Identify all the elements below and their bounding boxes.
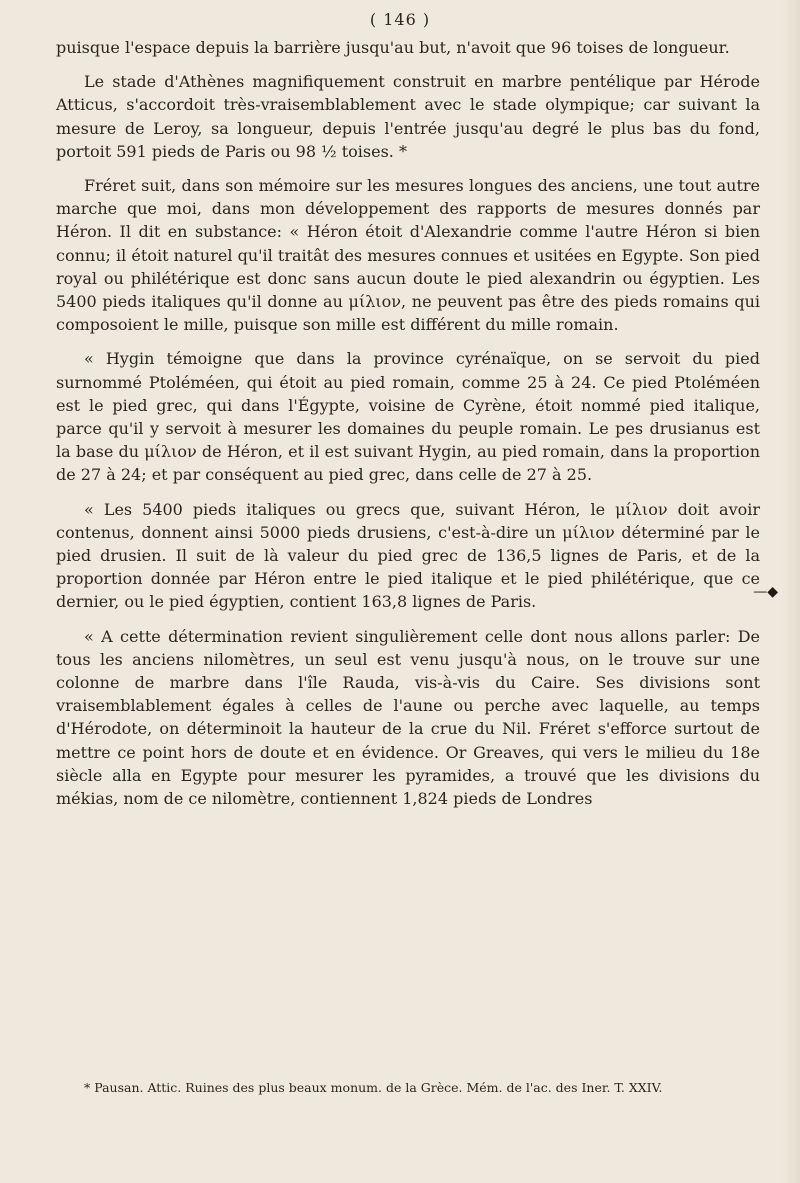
- paragraph-1: puisque l'espace depuis la barrière jusqu'au but, n'avoit que 96 toises de longueur.: [56, 38, 730, 57]
- paragraph-5: « Les 5400 pieds italiques ou grecs que, suivant Héron, le μίλιον doit avoir contenus, donnent ainsi 5000 pieds drusiens, c'est-à-dire un μίλιον déterminé par le pied drusien. Il suit de là valeur du pied grec de 136,5 lignes de Paris, et de la proportion donnée par Héron entre le pied italique et le pied philétérique, que ce dernier, ou le pied égyptien, contient 163,8 lignes de Paris.: [56, 499, 760, 612]
- page-number-header: ( 146 ): [369, 10, 431, 29]
- page-edge-shadow: [782, 0, 800, 1183]
- paragraph-4: « Hygin témoigne que dans la province cyrénaïque, on se servoit du pied surnommé Ptoléméen, qui étoit au pied romain, comme 25 à 24. Ce pied Ptoléméen est le pied grec, qui dans l'Égypte, voisine de Cyrène, étoit nommé pied italique, parce qu'il y servoit à mesurer les domaines du peuple romain. Le pes drusianus est la base du μίλιον de Héron, et il est suivant Hygin, au pied romain, dans la proportion de 27 à 24; et par conséquent au pied grec, dans celle de 27 à 25.: [56, 349, 760, 485]
- paragraph-2: Le stade d'Athènes magnifiquement construit en marbre pentélique par Hérode Atticus, s'accordoit très-vraisemblablement avec le stade olympique; car suivant la mesure de Leroy, sa longueur, depuis l'entrée jusqu'au degré le plus bas du fond, portoit 591 pieds de Paris ou 98 ½ toises. *: [56, 72, 760, 161]
- body-text: [56, 36, 760, 821]
- paragraph-3: Fréret suit, dans son mémoire sur les mesures longues des anciens, une tout autre marche que moi, dans mon développement des rapports de mesures donnés par Héron. Il dit en substance: « Héron étoit d'Alexandrie comme l'autre Héron si bien connu; il étoit naturel qu'il traitât des mesures connues et usitées en Egypte. Son pied royal ou philétérique est donc sans aucun doute le pied alexandrin ou égyptien. Les 5400 pieds italiques qu'il donne au μίλιον, ne peuvent pas être des pieds romains qui composoient le mille, puisque son mille est différent du mille romain.: [56, 176, 760, 335]
- footnote: * Pausan. Attic. Ruines des plus beaux monum. de la Grèce. Mém. de l'ac. des Iner. T. XXIV.: [84, 1080, 663, 1095]
- margin-mark: —◆: [753, 584, 778, 600]
- paragraph-6: « A cette détermination revient singulièrement celle dont nous allons parler: De tous les anciens nilomètres, un seul est venu jusqu'à nous, on le trouve sur une colonne de marbre dans l'île Rauda, vis-à-vis du Caire. Ses divisions sont vraisemblablement égales à celles de l'aune ou perche avec laquelle, au temps d'Hérodote, on déterminoit la hauteur de la crue du Nil. Fréret s'efforce surtout de mettre ce point hors de doute et en évidence. Or Greaves, qui vers le milieu du 18e siècle alla en Egypte pour mesurer les pyramides, a trouvé que les divisions du mékias, nom de ce nilomètre, contiennent 1,824 pieds de Londres: [56, 626, 760, 809]
